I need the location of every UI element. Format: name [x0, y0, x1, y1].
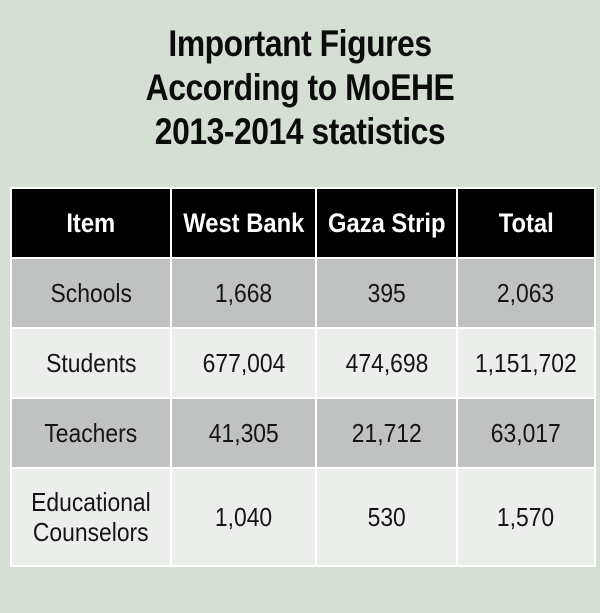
cell-total: 2,063: [458, 259, 594, 327]
cell-total: 63,017: [458, 399, 594, 467]
header-total: Total: [458, 189, 594, 257]
row-label: Teachers: [12, 399, 170, 467]
cell-west-bank: 41,305: [172, 399, 315, 467]
table-row: [12, 329, 594, 397]
table-header-row: [12, 189, 594, 257]
page-title: [42, 22, 558, 154]
row-label: Students: [12, 329, 170, 397]
header-gaza-strip: Gaza Strip: [317, 189, 456, 257]
header-west-bank: West Bank: [172, 189, 315, 257]
cell-total: 1,570: [458, 469, 594, 565]
row-label-line-1: Educational: [31, 487, 151, 517]
title-line-1: Important Figures: [168, 23, 432, 64]
title-line-2: According to MoEHE: [145, 67, 455, 108]
cell-gaza-strip: 21,712: [317, 399, 456, 467]
cell-gaza-strip: 530: [317, 469, 456, 565]
cell-gaza-strip: 395: [317, 259, 456, 327]
cell-gaza-strip: 474,698: [317, 329, 456, 397]
title-line-3: 2013-2014 statistics: [154, 111, 446, 152]
row-label: Schools: [12, 259, 170, 327]
cell-west-bank: 677,004: [172, 329, 315, 397]
statistics-table: [10, 187, 596, 567]
table-row: [12, 469, 594, 565]
row-label: [12, 469, 170, 565]
cell-total: 1,151,702: [458, 329, 594, 397]
row-label-line-2: Counselors: [33, 517, 149, 547]
cell-west-bank: 1,668: [172, 259, 315, 327]
cell-west-bank: 1,040: [172, 469, 315, 565]
header-item: Item: [12, 189, 170, 257]
table-row: [12, 259, 594, 327]
table-row: [12, 399, 594, 467]
